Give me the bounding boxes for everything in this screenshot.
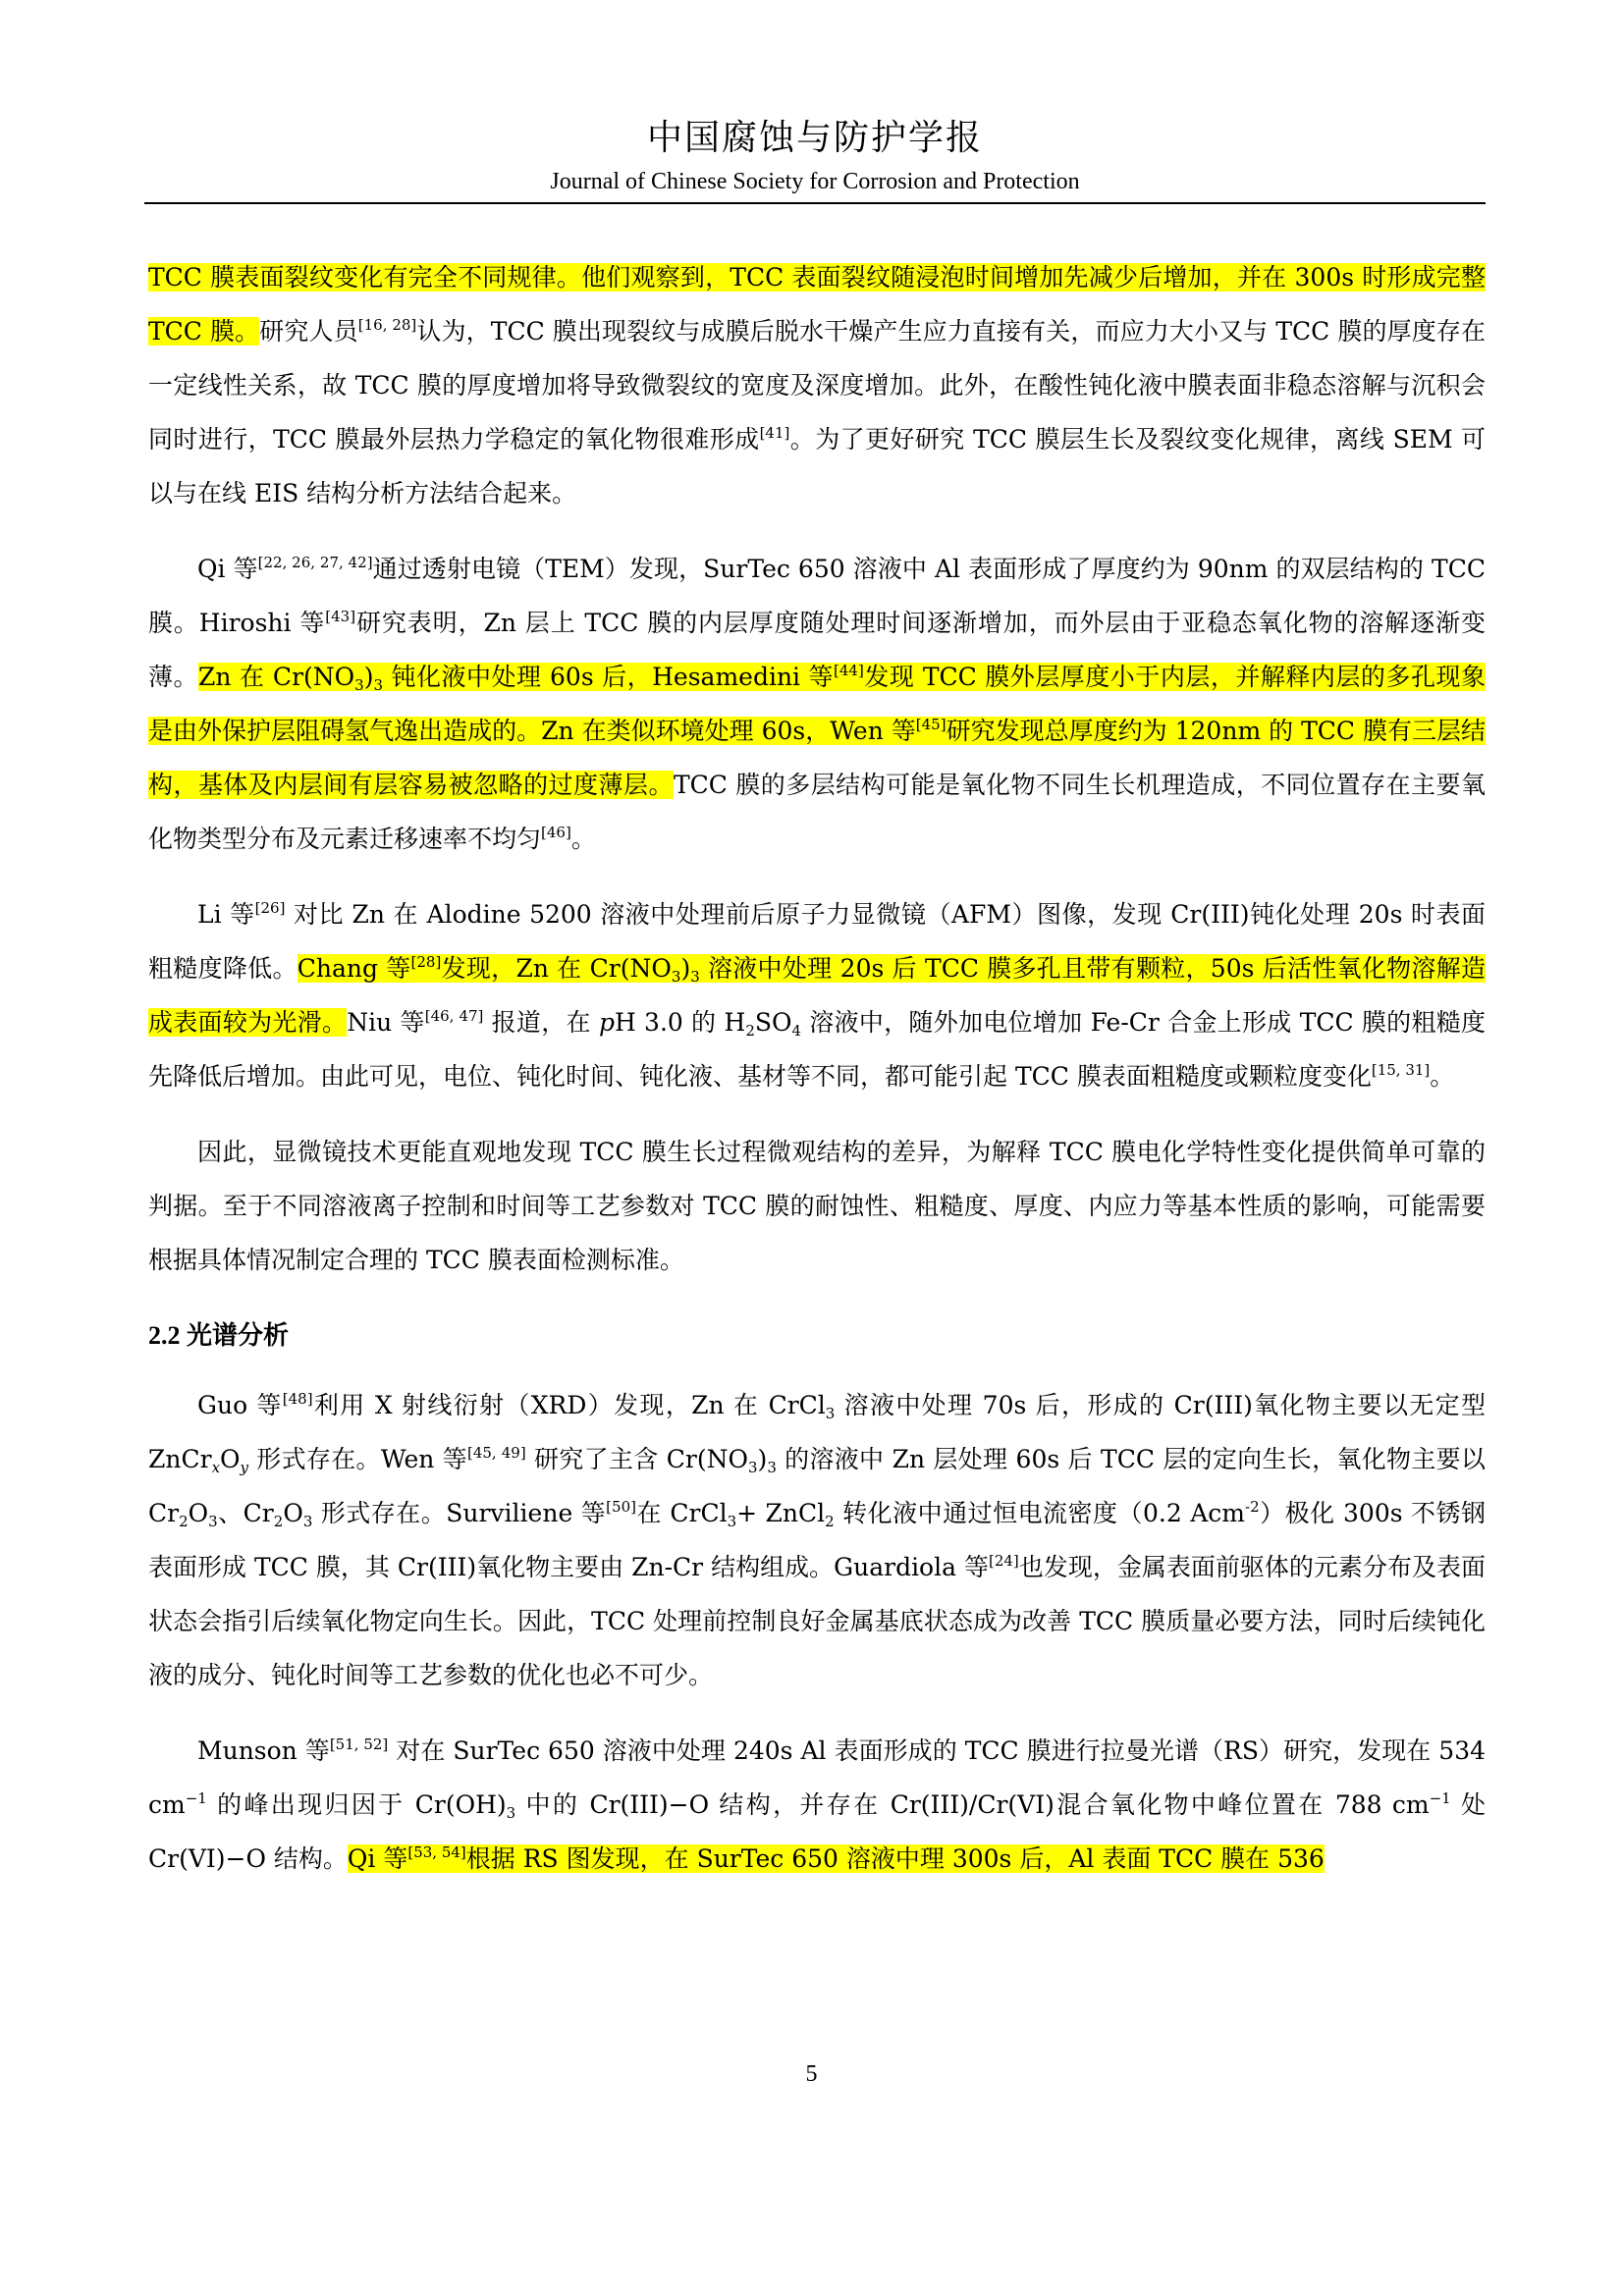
citation: [44]: [834, 662, 864, 679]
paragraph-4: [148, 1125, 1486, 1287]
subscript: 3: [748, 1459, 758, 1476]
text: 根据 RS 图发现，在 SurTec 650 溶液中理 300s 后，Al 表面 TCC 膜在 536: [465, 1844, 1325, 1873]
text: 中的 Cr(III)−O 结构，并存在 Cr(III)/Cr(VI)混合氧化物中峰位置在 788 cm: [515, 1790, 1430, 1819]
text: 报道，在: [483, 1008, 599, 1037]
text: O: [188, 1499, 209, 1527]
subscript: 2: [745, 1022, 755, 1040]
text: ): [680, 954, 691, 983]
article-body: [148, 250, 1486, 1907]
text: Qi 等: [347, 1844, 408, 1873]
text: 、Cr: [217, 1499, 274, 1527]
citation: [45, 49]: [466, 1444, 526, 1462]
text: 形式存在。Wen 等: [248, 1445, 467, 1473]
text: 。为了更好研究 TCC 膜层生长及裂纹变化规律，离线 SEM 可以与在线 EIS 结构分析方法结合起来。: [148, 425, 1486, 507]
journal-title-cn: 中国腐蚀与防护学报: [646, 118, 983, 158]
citation: [45]: [915, 716, 947, 733]
header-rule: [144, 202, 1486, 204]
text: 研究了主含 Cr(NO: [525, 1445, 748, 1473]
paragraph-3: [148, 887, 1486, 1103]
citation: [15, 31]: [1371, 1061, 1431, 1079]
paragraph-6: [148, 1724, 1486, 1886]
text: 溶液中处理 20s 后 TCC 膜多孔且带有颗粒，50s 后活性氧化物溶解造成表面较为光滑。: [148, 954, 1486, 1037]
citation: [53, 54]: [407, 1843, 466, 1861]
text: 转化液中通过恒电流密度（0.2 Acm: [834, 1499, 1245, 1527]
citation: [41]: [759, 424, 790, 442]
subscript: 3: [825, 1405, 836, 1422]
text: 钝化液中处理 60s 后，Hesamedini 等: [383, 663, 835, 691]
subscript: 3: [208, 1513, 218, 1530]
text: 认为，TCC 膜出现裂纹与成膜后脱水干燥产生应力直接有关，而应力大小又与 TCC 膜的厚度存在一定线性关系，故 TCC 膜的厚度增加将导致微裂纹的宽度及深度增加。此外，在酸性钝化液中膜表面非稳态溶解与沉积会同时进行，TCC 膜最外层热力学稳定的氧化物很难形成: [148, 317, 1486, 454]
running-header: [144, 116, 1486, 196]
subscript: 3: [690, 968, 700, 986]
text: 溶液中，随外加电位增加 Fe-Cr 合金上形成 TCC 膜的粗糙度先降低后增加。由此可见，电位、钝化时间、钝化液、基材等不同，都可能引起 TCC 膜表面粗糙度或颗粒度变化: [148, 1008, 1487, 1091]
text: 研究人员: [259, 317, 358, 346]
superscript: −1: [1429, 1789, 1451, 1807]
text: O: [220, 1445, 241, 1473]
text: 溶液中处理 70s 后，形成的 Cr(III)氧化物主要以无定型 ZnCr: [148, 1391, 1486, 1473]
citation: [46, 47]: [424, 1007, 484, 1025]
subscript: 2: [273, 1513, 284, 1530]
subscript: x: [211, 1459, 221, 1476]
citation: [22, 26, 27, 42]: [257, 554, 373, 571]
text: ）极化 300s 不锈钢表面形成 TCC 膜，其 Cr(III)氧化物主要由 Zn-Cr 结构组成。Guardiola 等: [148, 1499, 1487, 1581]
subscript: 4: [791, 1022, 802, 1040]
text: 在 CrCl: [635, 1499, 728, 1527]
citation: [50]: [606, 1498, 636, 1516]
highlighted-text: TCC 膜表面裂纹变化有完全不同规律。他们观察到，TCC 表面裂纹随浸泡时间增加先减少后增加，并在 300s 时形成完整 TCC 膜。: [148, 263, 1486, 346]
text: 通过透射电镜（TEM）发现，SurTec 650 溶液中 Al 表面形成了厚度约为 90nm 的双层结构的 TCC 膜。Hiroshi 等: [148, 555, 1486, 637]
citation: [51, 52]: [329, 1735, 389, 1753]
text: 形式存在。Surviliene 等: [312, 1499, 607, 1527]
citation: [26]: [254, 899, 286, 917]
text: Qi 等: [197, 555, 258, 583]
text: 因此，显微镜技术更能直观地发现 TCC 膜生长过程微观结构的差异，为解释 TCC 膜电化学特性变化提供简单可靠的判据。至于不同溶液离子控制和时间等工艺参数对 TCC 膜的耐蚀性、粗糙度、厚度、内应力等基本性质的影响，可能需要根据具体情况制定合理的 TCC 膜表面检测标准。: [148, 1138, 1486, 1274]
paragraph-2: [148, 542, 1486, 866]
text: 对在 SurTec 650 溶液中处理 240s Al 表面形成的 TCC 膜进行拉曼光谱（RS）研究，发现在 534 cm: [148, 1736, 1487, 1819]
text: 。: [1430, 1062, 1455, 1091]
subscript: 2: [825, 1513, 835, 1530]
text: 对比 Zn 在 Alodine 5200 溶液中处理前后原子力显微镜（AFM）图像，发现 Cr(III)钝化处理 20s 时表面粗糙度降低。: [148, 900, 1487, 983]
text: SO: [754, 1008, 792, 1037]
text: 研究表明，Zn 层上 TCC 膜的内层厚度随处理时间逐渐增加，而外层由于亚稳态氧化物的溶解逐渐变薄。: [148, 609, 1486, 691]
citation: [48]: [282, 1390, 313, 1408]
journal-title-en: Journal of Chinese Society for Corrosion and Protection: [550, 169, 1080, 194]
citation: [16, 28]: [357, 316, 417, 334]
text: 发现 TCC 膜外层厚度小于内层，并解释内层的多孔现象是由外保护层阻碍氢气逸出造成的。Zn 在类似环境处理 60s，Wen 等: [148, 663, 1486, 745]
subscript: 3: [767, 1459, 777, 1476]
text: Zn 在 Cr(NO: [198, 663, 355, 691]
text: 的溶液中 Zn 层处理 60s 后 TCC 层的定向生长，氧化物主要以 Cr: [148, 1445, 1486, 1527]
subscript: 3: [506, 1804, 516, 1822]
text: Chang 等: [297, 954, 411, 983]
subscript: 3: [373, 676, 383, 694]
text: 也发现，金属表面前驱体的元素分布及表面状态会指引后续氧化物定向生长。因此，TCC 处理前控制良好金属基底状态成为改善 TCC 膜质量必要方法，同时后续钝化液的成分、钝化时间等工艺参数的优化也必不可少。: [148, 1553, 1486, 1689]
subscript: 3: [302, 1513, 313, 1530]
text: 利用 X 射线衍射（XRD）发现，Zn 在 CrCl: [312, 1391, 826, 1419]
italic-text: p: [599, 1008, 616, 1037]
text: 。: [570, 825, 596, 853]
text: Niu 等: [347, 1008, 425, 1037]
text: 的峰出现归因于 Cr(OH): [206, 1790, 507, 1819]
text: 处 Cr(VI)−O 结构。: [148, 1790, 1487, 1873]
text: H 3.0 的 H: [615, 1008, 746, 1037]
citation: [28]: [410, 953, 442, 971]
text: O: [283, 1499, 303, 1527]
superscript: -2: [1245, 1498, 1260, 1516]
subscript: 2: [179, 1513, 189, 1530]
text: 研究发现总厚度约为 120nm 的 TCC 膜有三层结构，基体及内层间有层容易被忽略的过度薄层。: [148, 717, 1486, 799]
citation: [24]: [988, 1552, 1019, 1570]
text: ): [757, 1445, 768, 1473]
paragraph-1: [148, 250, 1486, 520]
subscript: 3: [354, 676, 364, 694]
subscript: 3: [727, 1513, 737, 1530]
citation: [46]: [541, 824, 571, 841]
paragraph-5: [148, 1378, 1486, 1702]
highlighted-text: [348, 1844, 1325, 1873]
page-number: 5: [805, 2061, 818, 2087]
superscript: −1: [185, 1789, 207, 1807]
text: Li 等: [197, 900, 255, 929]
text: + ZnCl: [736, 1499, 826, 1527]
citation: [43]: [325, 608, 356, 625]
text: TCC 膜的多层结构可能是氧化物不同生长机理造成，不同位置存在主要氧化物类型分布及元素迁移速率不均匀: [148, 771, 1486, 853]
text: 发现，Zn 在 Cr(NO: [441, 954, 672, 983]
subscript: 3: [671, 968, 681, 986]
text: ): [363, 663, 374, 691]
section-heading: 2.2 光谱分析: [148, 1321, 290, 1350]
subscript: y: [240, 1459, 249, 1476]
text: Guo 等: [197, 1391, 283, 1419]
text: Munson 等: [197, 1736, 330, 1765]
